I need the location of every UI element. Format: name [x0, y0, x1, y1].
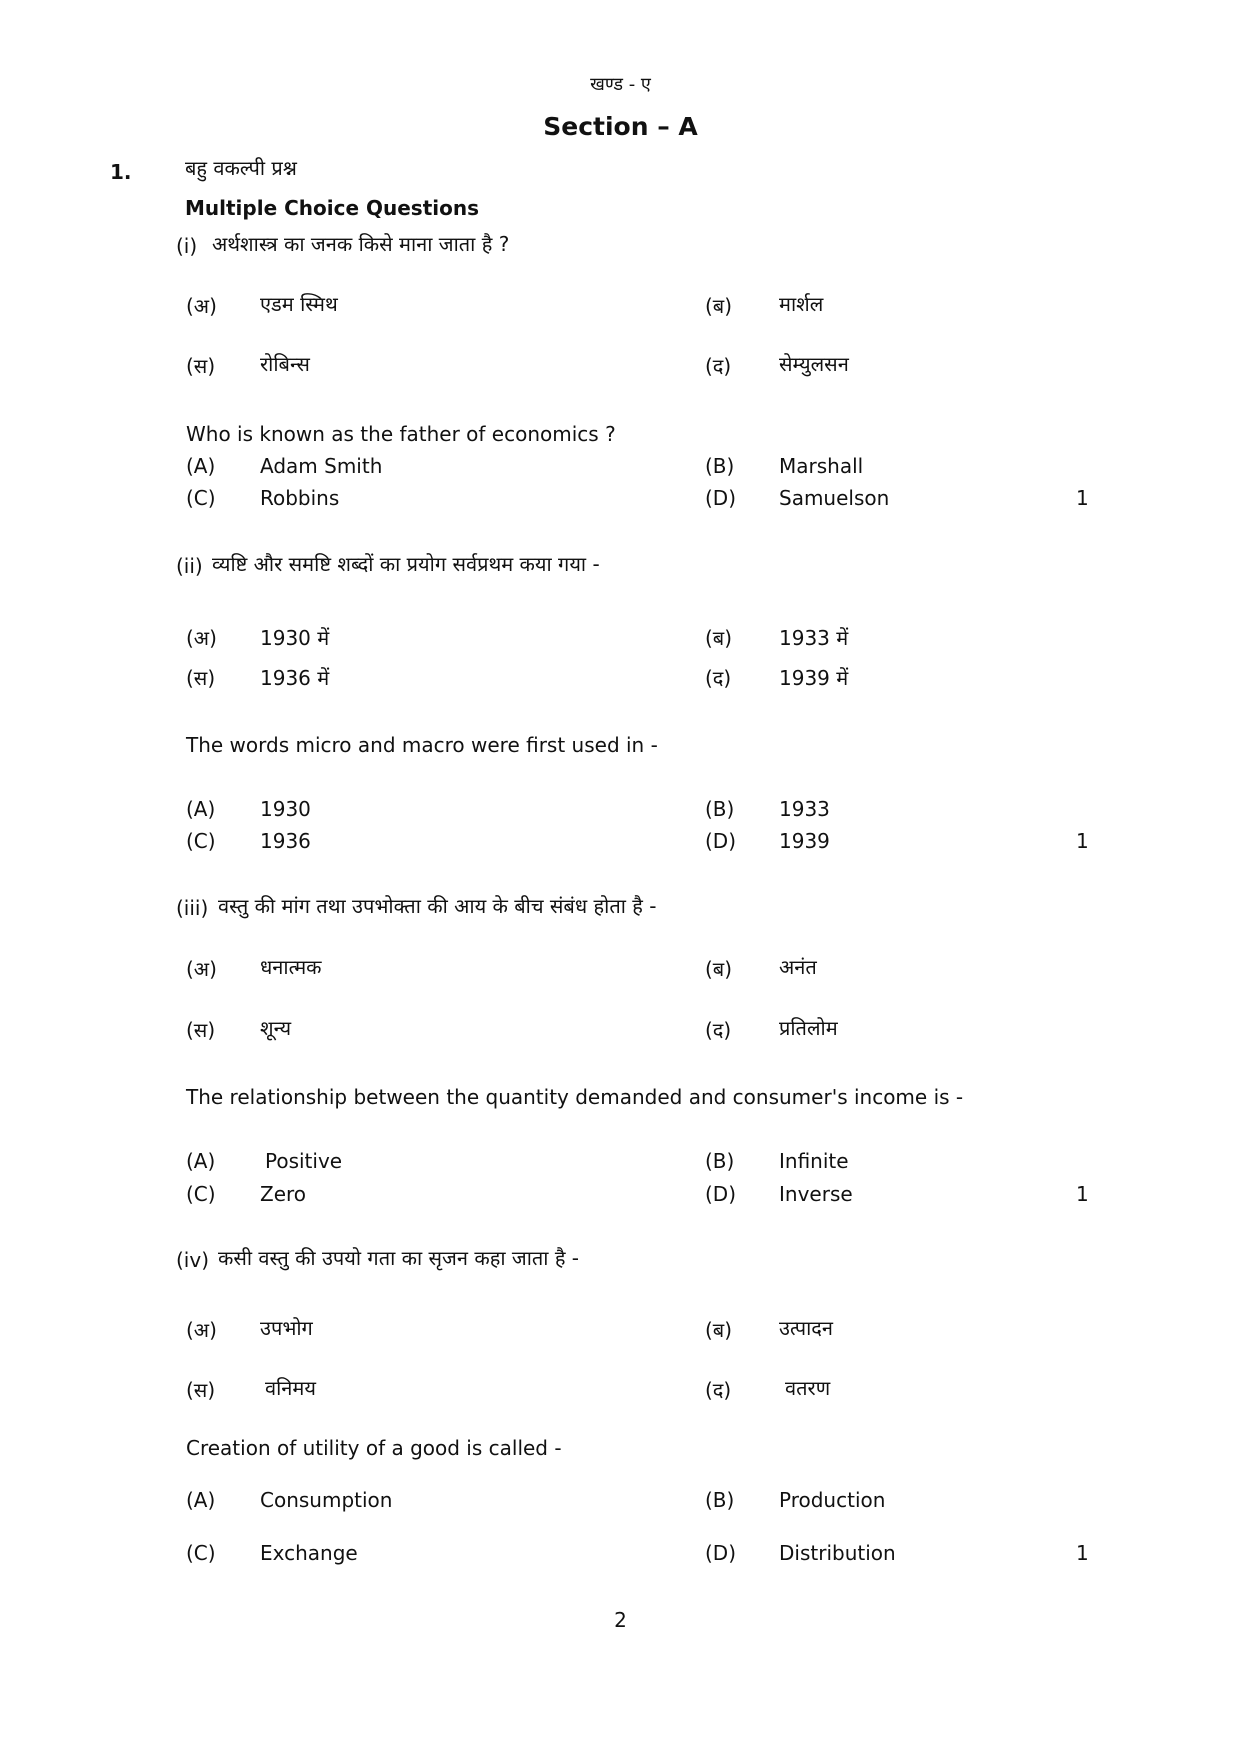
option-key: (A) [186, 1488, 216, 1512]
option-text: एडम स्मिथ [260, 292, 338, 316]
option-key: (ब) [705, 626, 733, 650]
option-text: अनंत [779, 955, 817, 979]
option-key: (स) [186, 354, 216, 378]
question-number: 1. [110, 160, 132, 184]
page-number: 2 [614, 1608, 627, 1632]
marks: 1 [1076, 1182, 1089, 1206]
option-text: 1933 [779, 797, 830, 821]
marks: 1 [1076, 829, 1089, 853]
option-key: (C) [186, 829, 216, 853]
option-text: Zero [260, 1182, 307, 1206]
marks: 1 [1076, 486, 1089, 510]
item-question-english: The words micro and macro were first used in - [186, 733, 658, 757]
option-key: (ब) [705, 957, 733, 981]
option-key: (द) [705, 354, 732, 378]
item-label: (ii) [176, 554, 203, 578]
option-text: उपभोग [260, 1316, 313, 1340]
option-text: 1939 [779, 829, 830, 853]
option-key: (D) [705, 486, 737, 510]
option-text: रोबिन्स [260, 352, 310, 376]
option-text: Adam Smith [260, 454, 383, 478]
option-text: 1930 में [260, 626, 330, 650]
section-heading-hindi: खण्ड - ए [590, 74, 651, 95]
item-label: (iv) [176, 1248, 209, 1272]
option-text: 1936 में [260, 666, 330, 690]
marks: 1 [1076, 1541, 1089, 1565]
option-text: Marshall [779, 454, 864, 478]
option-text: Positive [265, 1149, 343, 1173]
option-key: (D) [705, 1541, 737, 1565]
option-text: Infinite [779, 1149, 849, 1173]
item-label: (iii) [176, 896, 209, 920]
option-text: वतरण [785, 1376, 831, 1400]
option-text: 1936 [260, 829, 311, 853]
item-question-hindi: अर्थशास्त्र का जनक किसे माना जाता है ? [212, 232, 510, 256]
option-key: (अ) [186, 294, 217, 318]
option-text: 1939 में [779, 666, 849, 690]
option-key: (अ) [186, 957, 217, 981]
option-text: Robbins [260, 486, 340, 510]
option-text: शून्य [260, 1016, 292, 1040]
item-question-english: The relationship between the quantity demanded and consumer's income is - [186, 1085, 964, 1109]
option-text: Production [779, 1488, 886, 1512]
option-key: (स) [186, 1378, 216, 1402]
option-key: (D) [705, 829, 737, 853]
option-key: (अ) [186, 626, 217, 650]
option-key: (A) [186, 454, 216, 478]
item-question-english: Creation of utility of a good is called - [186, 1436, 562, 1460]
option-key: (अ) [186, 1318, 217, 1342]
option-key: (ब) [705, 1318, 733, 1342]
option-key: (D) [705, 1182, 737, 1206]
option-key: (B) [705, 454, 735, 478]
option-key: (द) [705, 1018, 732, 1042]
option-text: सेम्युलसन [779, 352, 849, 376]
option-key: (द) [705, 666, 732, 690]
item-question-hindi: वस्तु की मांग तथा उपभोक्ता की आय के बीच संबंध होता है - [218, 894, 657, 918]
option-key: (B) [705, 1149, 735, 1173]
option-text: मार्शल [779, 292, 824, 316]
item-question-english: Who is known as the father of economics ? [186, 422, 616, 446]
option-key: (A) [186, 1149, 216, 1173]
option-text: Samuelson [779, 486, 890, 510]
option-text: 1930 [260, 797, 311, 821]
item-question-hindi: कसी वस्तु की उपयो गता का सृजन कहा जाता है - [218, 1246, 580, 1270]
option-key: (B) [705, 1488, 735, 1512]
option-key: (स) [186, 1018, 216, 1042]
option-text: उत्पादन [779, 1316, 834, 1340]
section-heading: Section – A [543, 112, 698, 141]
question-title: Multiple Choice Questions [185, 196, 480, 220]
option-text: धनात्मक [260, 955, 322, 979]
option-key: (C) [186, 1182, 216, 1206]
item-question-hindi: व्यष्टि और समष्टि शब्दों का प्रयोग सर्वप्रथम कया गया - [212, 552, 600, 576]
option-key: (A) [186, 797, 216, 821]
option-key: (द) [705, 1378, 732, 1402]
option-key: (B) [705, 797, 735, 821]
option-text: Exchange [260, 1541, 358, 1565]
item-label: (i) [176, 234, 198, 258]
option-key: (C) [186, 486, 216, 510]
option-text: Inverse [779, 1182, 853, 1206]
option-text: वनिमय [265, 1376, 316, 1400]
option-key: (C) [186, 1541, 216, 1565]
option-key: (ब) [705, 294, 733, 318]
option-text: 1933 में [779, 626, 849, 650]
question-title-hindi: बहु वकल्पी प्रश्न [185, 156, 297, 180]
option-text: प्रतिलोम [779, 1016, 838, 1040]
option-text: Consumption [260, 1488, 393, 1512]
option-key: (स) [186, 666, 216, 690]
option-text: Distribution [779, 1541, 896, 1565]
